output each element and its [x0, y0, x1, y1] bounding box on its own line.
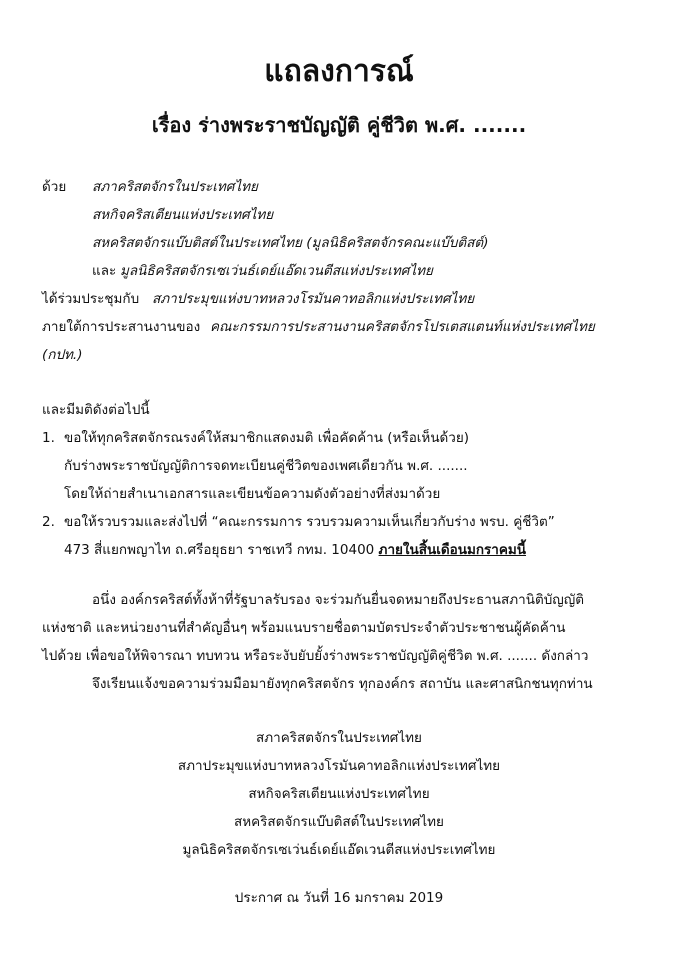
address-text: 473 สี่แยกพญาไท ถ.ศรีอยุธยา ราชเทวี กทม. 10400 [64, 542, 375, 558]
org-line-1: สภาคริสตจักรในประเทศไทย [92, 179, 258, 195]
item-2-number: 2. [42, 514, 55, 530]
paragraph-line-1: อนึ่ง องค์กรคริสต์ทั้งห้าที่รัฐบาลรับรอง จะร่วมกันยื่นจดหมายถึงประธานสภานิติบัญญัติ [92, 592, 585, 608]
announcement-date: ประกาศ ณ วันที่ 16 มกราคม 2019 [234, 890, 444, 906]
org-line-2: สหกิจคริสเตียนแห่งประเทศไทย [92, 207, 274, 223]
joined-label: ได้ร่วมประชุมกับ [42, 291, 140, 307]
signatory-2: สภาประมุขแห่งบาทหลวงโรมันคาทอลิกแห่งประเทศไทย [177, 758, 501, 774]
paragraph-line-4: จึงเรียนแจ้งขอความร่วมมือมายังทุกคริสตจักร ทุกองค์กร สถาบัน และศาสนิกชนทุกท่าน [92, 676, 593, 692]
deadline-text: ภายในสิ้นเดือนมกราคมนี้ [378, 542, 527, 558]
item-1-line-3: โดยให้ถ่ายสำเนาเอกสารและเขียนข้อความดังตัวอย่างที่ส่งมาด้วย [64, 486, 441, 502]
item-2-line-1: ขอให้รวบรวมและส่งไปที่ “คณะกรรมการ รวบรวมความเห็นเกี่ยวกับร่าง พรบ. คู่ชีวิต” [64, 514, 555, 530]
document-subtitle: เรื่อง ร่างพระราชบัญญัติ คู่ชีวิต พ.ศ. ....... [151, 113, 527, 137]
item-2-line-2 [64, 540, 526, 560]
item-1-number: 1. [42, 430, 55, 446]
coord-org: คณะกรรมการประสานงานคริสตจักรโปรเตสแตนท์แห่งประเทศไทย [210, 319, 595, 335]
signatory-5: มูลนิธิคริสตจักรเซเว่นธ์เดย์แอ๊ดเวนตีสแห่งประเทศไทย [182, 842, 496, 858]
item-1-line-1: ขอให้ทุกคริสตจักรณรงค์ให้สมาชิกแสดงมติ เพื่อคัดค้าน (หรือเห็นด้วย) [64, 430, 470, 446]
joined-org: สภาประมุขแห่งบาทหลวงโรมันคาทอลิกแห่งประเทศไทย [152, 291, 475, 307]
item-1-line-2: กับร่างพระราชบัญญัติการจดทะเบียนคู่ชีวิตของเพศเดียวกัน พ.ศ. ....... [64, 458, 468, 474]
signatory-4: สหคริสตจักรแบ๊บติสต์ในประเทศไทย [234, 814, 444, 830]
document-title: แถลงการณ์ [264, 54, 414, 89]
paragraph-line-2: แห่งชาติ และหน่วยงานที่สำคัญอื่นๆ พร้อมแนบรายชื่อตามบัตรประจำตัวประชาชนผู้คัดค้าน [42, 620, 566, 636]
coord-label: ภายใต้การประสานงานของ [42, 319, 201, 335]
signatory-1: สภาคริสตจักรในประเทศไทย [256, 730, 422, 746]
paragraph-line-3: ไปด้วย เพื่อขอให้พิจารณา ทบทวน หรือระงับยับยั้งร่างพระราชบัญญัติคู่ชีวิต พ.ศ. ....... ดังกล่าว [42, 648, 589, 664]
by-label: ด้วย [42, 179, 67, 195]
org-line-4: มูลนิธิคริสตจักรเซเว่นธ์เดย์แอ๊ดเวนตีสแห่งประเทศไทย [120, 263, 433, 279]
org-line-3: สหคริสตจักรแบ๊บติสต์ในประเทศไทย (มูลนิธิคริสตจักรคณะแบ๊บติสต์) [92, 235, 489, 251]
coord-abbr: (กปท.) [42, 347, 83, 363]
and-label: และ [92, 263, 117, 279]
signatory-3: สหกิจคริสเตียนแห่งประเทศไทย [248, 786, 430, 802]
resolutions-intro: และมีมติดังต่อไปนี้ [42, 402, 150, 418]
